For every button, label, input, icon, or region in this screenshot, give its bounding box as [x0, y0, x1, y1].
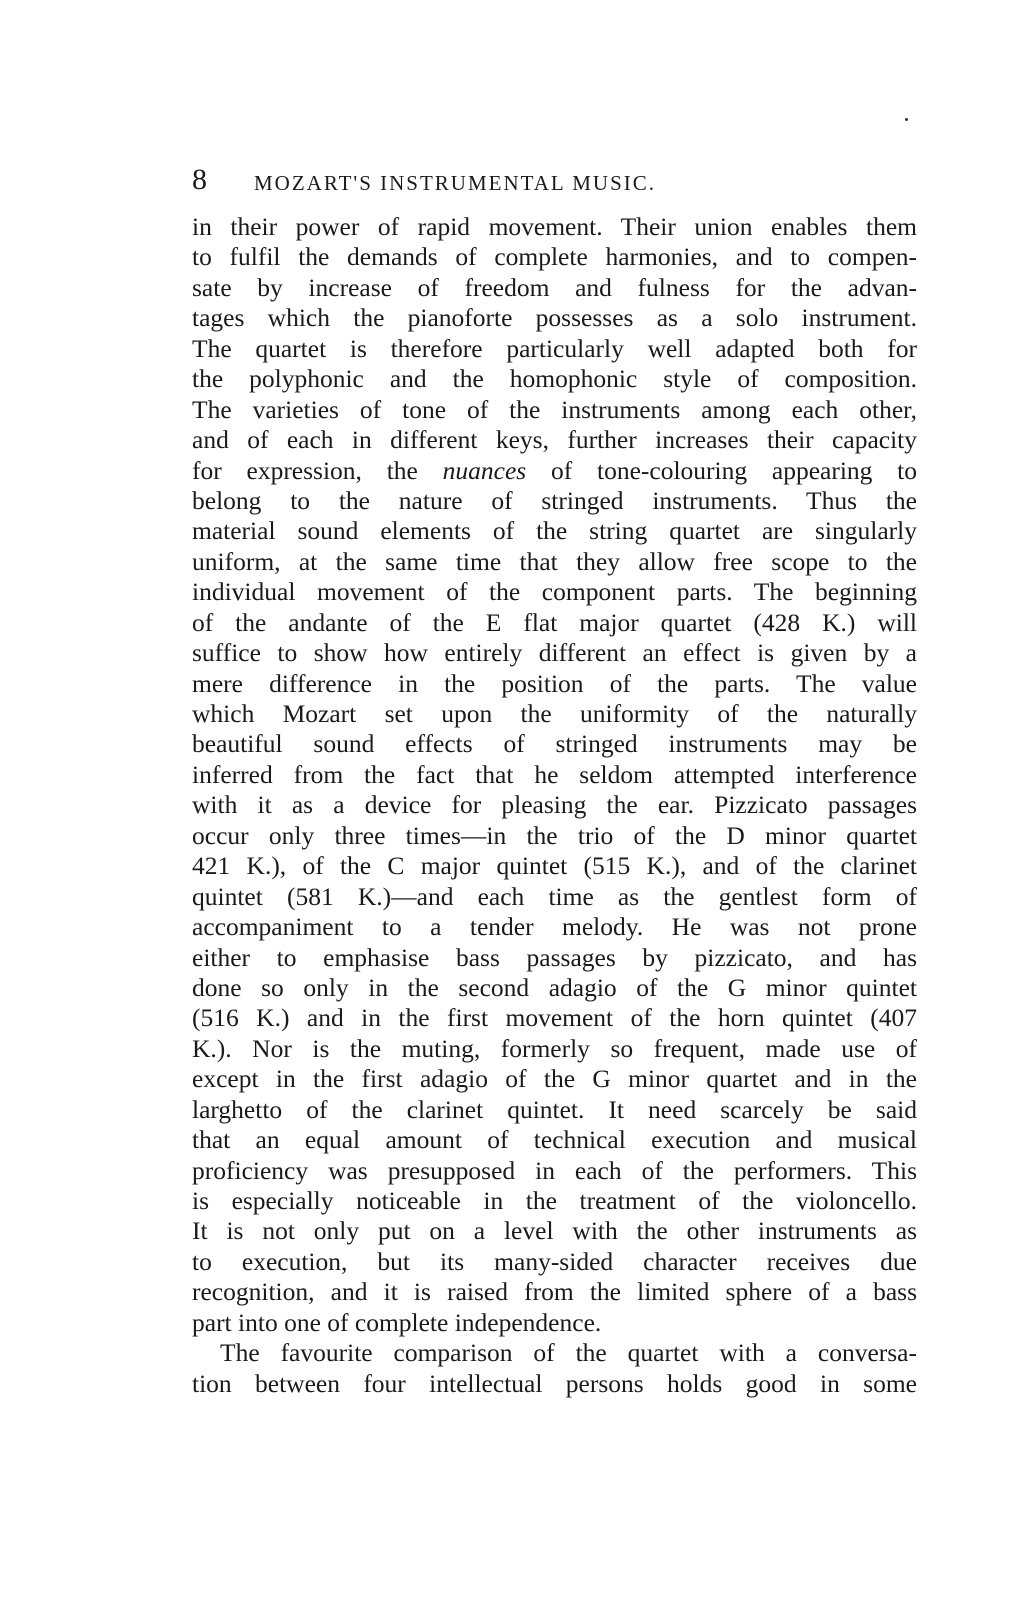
italic-term: nuances: [442, 455, 527, 485]
text-line: to execution, but its many-sided character receives due: [192, 1246, 917, 1276]
page-header: [192, 162, 922, 198]
text-line: belong to the nature of stringed instruments. Thus the: [192, 485, 917, 515]
text-line: individual movement of the component parts. The beginning: [192, 577, 917, 607]
text-line: that an equal amount of technical execution and musical: [192, 1125, 917, 1155]
text-line: to fulfil the demands of complete harmonies, and to compen-: [192, 242, 917, 272]
text-line: uniform, at the same time that they allow free scope to the: [192, 546, 917, 576]
body-text: [192, 212, 917, 1399]
text-line: It is not only put on a level with the other instruments as: [192, 1216, 917, 1246]
text-line: except in the first adagio of the G minor quartet and in the: [192, 1064, 917, 1094]
print-speck: [905, 118, 908, 121]
text-line: accompaniment to a tender melody. He was not prone: [192, 912, 917, 942]
text-line: either to emphasise bass passages by pizzicato, and has: [192, 942, 917, 972]
paragraph-start-line: The favourite comparison of the quartet with a conversa-: [220, 1338, 917, 1368]
text-line: inferred from the fact that he seldom attempted interference: [192, 759, 917, 789]
text-segment: of tone-colouring appearing to: [526, 455, 918, 485]
text-line: and of each in different keys, further increases their capacity: [192, 425, 917, 455]
text-line: material sound elements of the string quartet are singularly: [192, 516, 917, 546]
text-line: larghetto of the clarinet quintet. It need scarcely be said: [192, 1094, 917, 1124]
text-line-with-italic: [192, 456, 917, 486]
text-line: The varieties of tone of the instruments among each other,: [192, 394, 917, 424]
running-head: MOZART'S INSTRUMENTAL MUSIC.: [254, 171, 656, 195]
text-line: proficiency was presupposed in each of the performers. This: [192, 1155, 917, 1185]
text-line: the polyphonic and the homophonic style of composition.: [192, 364, 917, 394]
text-line: occur only three times—in the trio of the D minor quartet: [192, 820, 917, 850]
text-line: K.). Nor is the muting, formerly so frequent, made use of: [192, 1033, 917, 1063]
text-line: of the andante of the E flat major quartet (428 K.) will: [192, 607, 917, 637]
page-number: 8: [192, 163, 207, 196]
text-line: sate by increase of freedom and fulness for the advan-: [192, 272, 917, 302]
text-segment: for expression, the: [192, 455, 418, 485]
text-line: is especially noticeable in the treatment of the violoncello.: [192, 1186, 917, 1215]
text-line: beautiful sound effects of stringed instruments may be: [192, 729, 917, 759]
text-line: which Mozart set upon the uniformity of the naturally: [192, 699, 917, 728]
paragraph-end-line: part into one of complete independence.: [192, 1307, 602, 1337]
text-line: done so only in the second adagio of the G minor quintet: [192, 972, 917, 1002]
text-line: 421 K.), of the C major quintet (515 K.), and of the clarinet: [192, 851, 917, 881]
text-line: mere difference in the position of the parts. The value: [192, 668, 917, 698]
text-line: recognition, and it is raised from the limited sphere of a bass: [192, 1277, 917, 1307]
text-line: in their power of rapid movement. Their union enables them: [192, 212, 917, 241]
text-line: tion between four intellectual persons holds good in some: [192, 1368, 917, 1398]
text-line: (516 K.) and in the first movement of the horn quintet (407: [192, 1003, 917, 1033]
text-line: tages which the pianoforte possesses as a solo instrument.: [192, 303, 917, 333]
text-line: with it as a device for pleasing the ear. Pizzicato passages: [192, 790, 917, 820]
text-line: quintet (581 K.)—and each time as the gentlest form of: [192, 881, 917, 911]
text-line: suffice to show how entirely different an effect is given by a: [192, 638, 917, 668]
text-line: The quartet is therefore particularly well adapted both for: [192, 333, 917, 363]
